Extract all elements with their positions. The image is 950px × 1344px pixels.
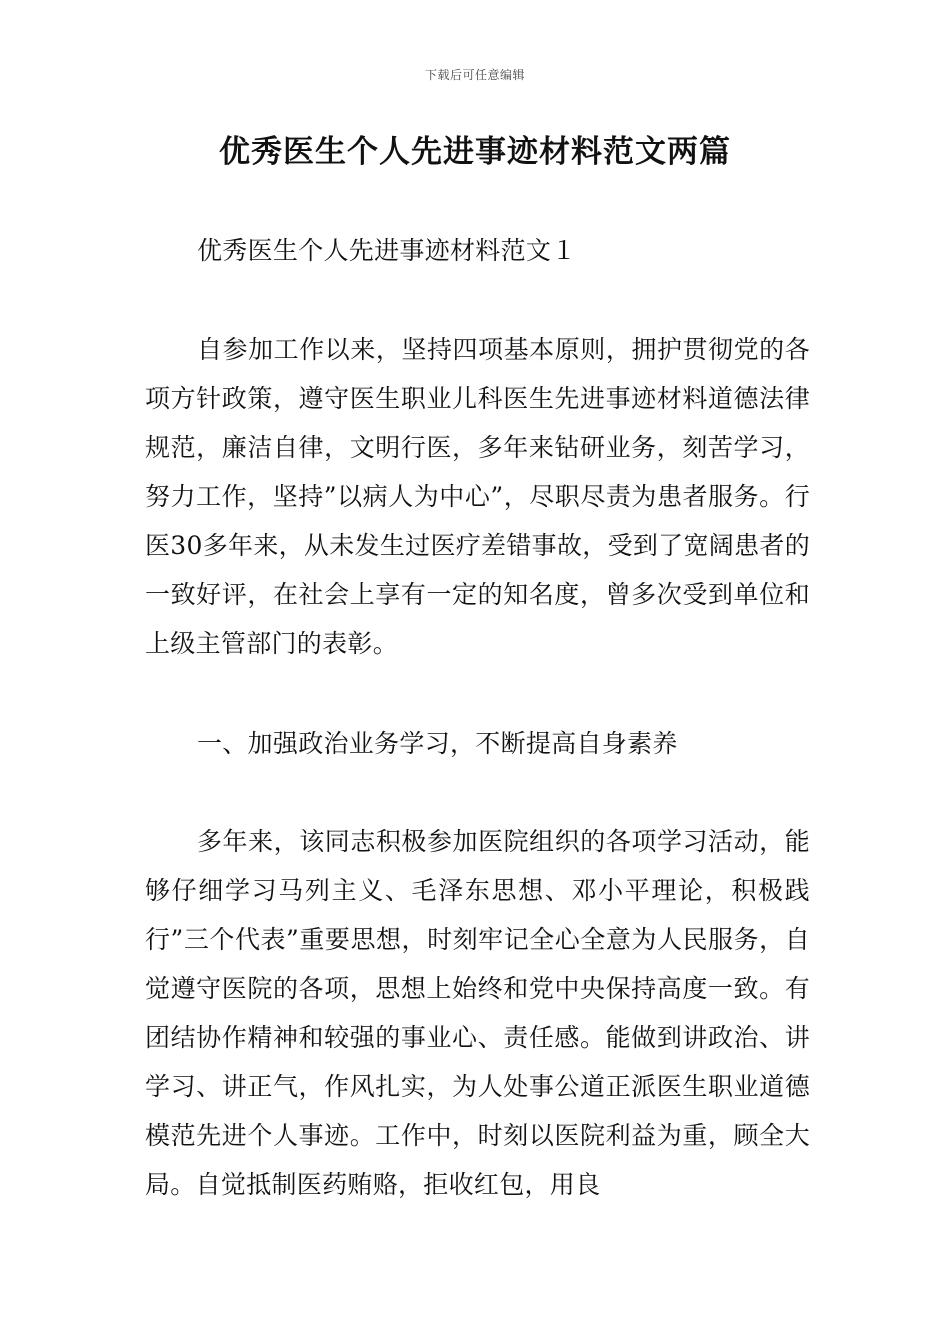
paragraph-2: 多年来，该同志积极参加医院组织的各项学习活动，能够仔细学习马列主义、毛泽东思想、邓小平理论，积极践行”三个代表”重要思想，时刻牢记全心全意为人民服务，自觉遵守医院的各项，思想上始终和党中央保持高度一致。有团结协作精神和较强的事业心、责任感。能做到讲政治、讲学习、讲正气，作风扎实，为人处事公道正派医生职业道德模范先进个人事迹。工作中，时刻以医院利益为重，顾全大局。自觉抵制医药贿赂，拒收红包，用良 — [145, 827, 810, 1199]
document-title: 优秀医生个人先进事迹材料范文两篇 — [219, 134, 731, 170]
header-note: 下载后可任意编辑 — [424, 68, 525, 82]
section-1-heading: 一、加强政治业务学习，不断提高自身素养 — [197, 729, 678, 758]
document-subtitle: 优秀医生个人先进事迹材料范文１ — [197, 236, 577, 265]
paragraph-1: 自参加工作以来，坚持四项基本原则，拥护贯彻党的各项方针政策，遵守医生职业儿科医生先进事迹材料道德法律规范，廉洁自律，文明行医，多年来钻研业务，刻苦学习，努力工作，坚持”以病人为中心”，尽职尽责为患者服务。行医30多年来，从未发生过医疗差错事故，受到了宽阔患者的一致好评，在社会上享有一定的知名度，曾多次受到单位和上级主管部门的表彰。 — [145, 335, 810, 658]
